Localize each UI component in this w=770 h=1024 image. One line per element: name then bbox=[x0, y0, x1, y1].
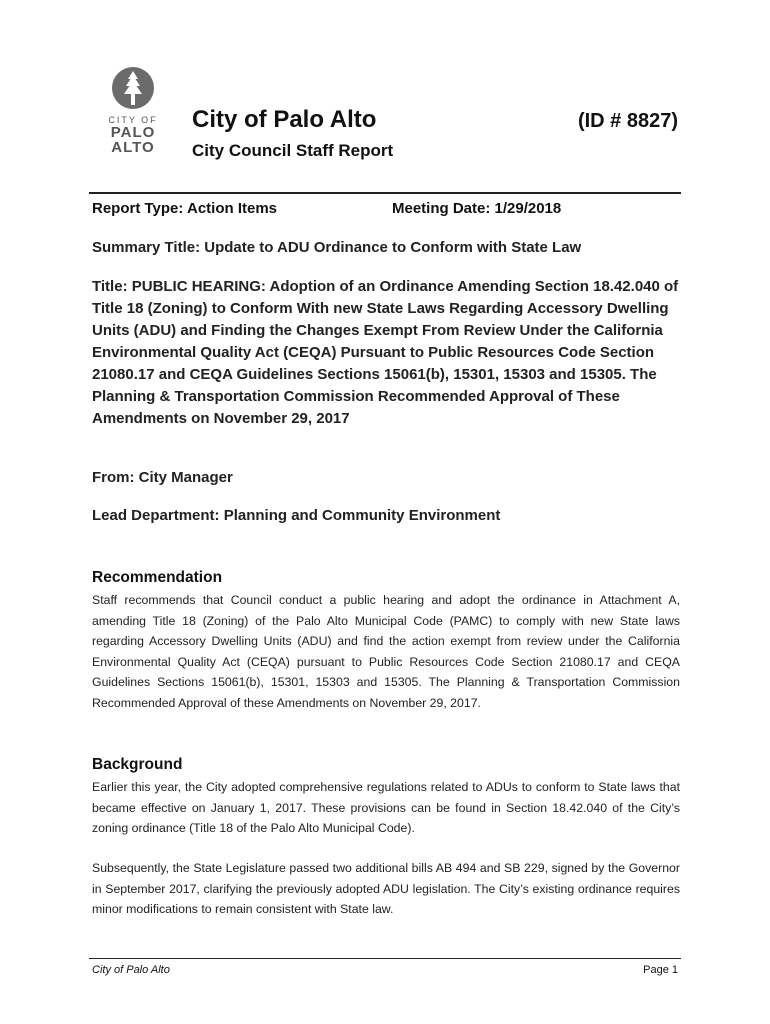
page-title: City of Palo Alto bbox=[192, 106, 377, 133]
header-divider bbox=[89, 192, 681, 194]
report-type: Report Type: Action Items bbox=[92, 200, 278, 217]
background-heading: Background bbox=[92, 756, 183, 773]
logo-line-city-of: CITY OF bbox=[108, 115, 158, 125]
from-line: From: City Manager bbox=[92, 469, 233, 486]
redwood-tree-icon bbox=[111, 66, 155, 110]
city-logo bbox=[103, 66, 163, 155]
logo-line-palo: PALO bbox=[110, 124, 156, 141]
background-paragraph-1: Earlier this year, the City adopted comprehensive regulations related to ADUs to conform to State laws that became effective on January 1, 2017. These provisions can be found in Section 18.42.040 of the City’s zoning ordinance (Title 18 of the Palo Alto Municipal Code). bbox=[92, 780, 680, 836]
page-subtitle: City Council Staff Report bbox=[192, 141, 394, 160]
meeting-date: Meeting Date: 1/29/2018 bbox=[392, 200, 562, 217]
recommendation-heading: Recommendation bbox=[92, 569, 223, 586]
footer-divider bbox=[89, 958, 681, 959]
footer-org: City of Palo Alto bbox=[92, 964, 170, 976]
page-number: Page 1 bbox=[643, 964, 678, 976]
recommendation-text: Staff recommends that Council conduct a public hearing and adopt the ordinance in Attachment A, amending Title 18 (Zoning) of the Palo Alto Municipal Code (PAMC) to comply with new State laws regarding Accessory Dwelling Units (ADU) and find the action exempt from review under the California Environmental Quality Act (CEQA) pursuant to Public Resources Code Section 21080.17 and CEQA Guidelines Sections 15061(b), 15301, 15303 and 15305. The Planning & Transportation Commission Recommended Approval of these Amendments on November 29, 2017. bbox=[92, 593, 680, 710]
background-paragraph-2: Subsequently, the State Legislature passed two additional bills AB 494 and SB 229, signed by the Governor in September 2017, clarifying the previously adopted ADU legislation. The City’s existing ordinance requires minor modifications to remain consistent with State law. bbox=[92, 861, 680, 917]
report-title: Title: PUBLIC HEARING: Adoption of an Ordinance Amending Section 18.42.040 of Title 18 (Zoning) to Conform With new State Laws Regarding Accessory Dwelling Units (ADU) and Finding the Changes Exempt From Review Under the California Environmental Quality Act (CEQA) Pursuant to Public Resources Code Section 21080.17 and CEQA Guidelines Sections 15061(b), 15301, 15303 and 15305. The Planning & Transportation Commission Recommended Approval of These Amendments on November 29, 2017 bbox=[92, 278, 679, 427]
report-id: (ID # 8827) bbox=[577, 110, 678, 132]
logo-line-alto: ALTO bbox=[111, 139, 155, 156]
summary-title: Summary Title: Update to ADU Ordinance to Conform with State Law bbox=[92, 239, 582, 256]
lead-department: Lead Department: Planning and Community Environment bbox=[92, 507, 501, 524]
